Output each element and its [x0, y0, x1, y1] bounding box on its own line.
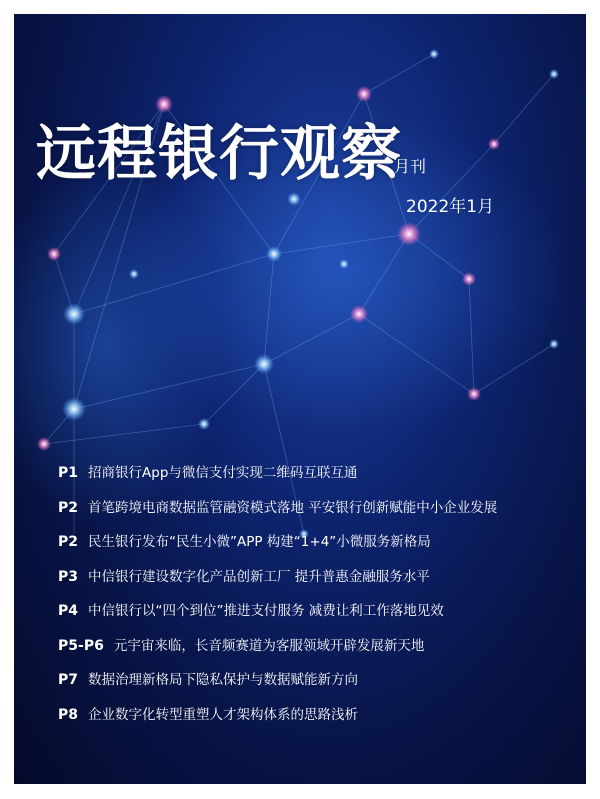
toc-page-number: P4	[58, 603, 79, 619]
table-of-contents	[58, 456, 578, 732]
toc-item[interactable]	[58, 594, 578, 629]
toc-page-number: P3	[58, 568, 79, 585]
toc-page-number: P2	[58, 534, 79, 550]
toc-article-title: 元宇宙来临，长音频赛道为客服领域开辟发展新天地	[113, 637, 425, 654]
toc-item[interactable]	[58, 629, 578, 664]
toc-item[interactable]	[58, 698, 578, 733]
toc-item[interactable]	[58, 456, 578, 491]
toc-page-number: P8	[58, 706, 79, 723]
toc-page-number: P5-P6	[58, 637, 104, 654]
toc-item[interactable]	[58, 560, 578, 595]
toc-article-title: 招商银行App与微信支付实现二维码互联互通	[88, 465, 358, 481]
toc-article-title: 中信银行建设数字化产品创新工厂 提升普惠金融服务水平	[88, 568, 430, 585]
magazine-frequency-label: 月刊	[394, 157, 427, 176]
toc-article-title: 首笔跨境电商数据监管融资模式落地 平安银行创新赋能中小企业发展	[88, 499, 498, 516]
toc-item[interactable]	[58, 663, 578, 698]
toc-article-title: 民生银行发布“民生小微”APP 构建“1+4”小微服务新格局	[88, 534, 431, 550]
toc-page-number: P7	[58, 672, 79, 688]
toc-article-title: 数据治理新格局下隐私保护与数据赋能新方向	[88, 672, 359, 688]
toc-item[interactable]	[58, 525, 578, 560]
issue-date: 2022年1月	[406, 197, 495, 217]
toc-article-title: 企业数字化转型重塑人才架构体系的思路浅析	[88, 706, 359, 723]
toc-article-title: 中信银行以“四个到位”推进支付服务 减费让利工作落地见效	[88, 603, 444, 619]
cover	[14, 14, 586, 784]
magazine-title: 远程银行观察	[36, 119, 402, 189]
toc-page-number: P2	[58, 499, 79, 516]
toc-item[interactable]	[58, 491, 578, 526]
toc-page-number: P1	[58, 465, 79, 481]
